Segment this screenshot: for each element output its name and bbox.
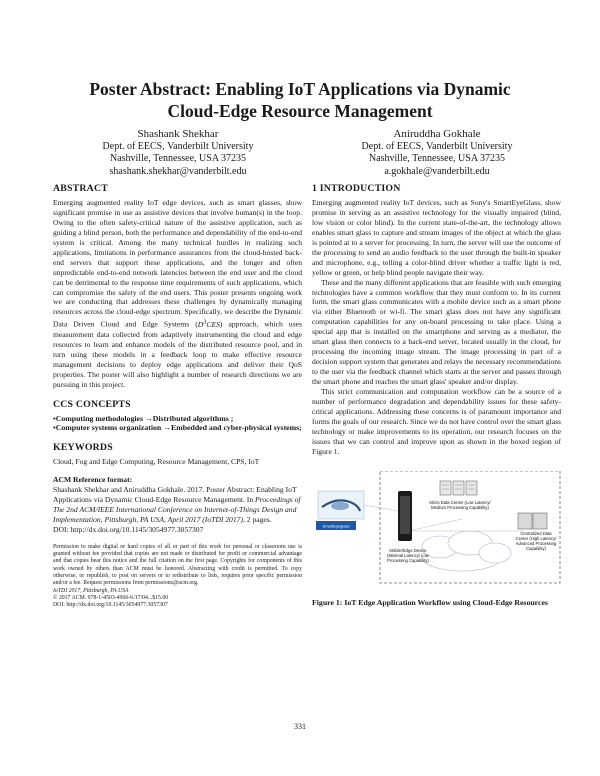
keywords-text: Cloud, Fog and Edge Computing, Resource Management, CPS, IoT xyxy=(53,457,260,467)
permission-block xyxy=(53,544,302,610)
keywords-heading: KEYWORDS xyxy=(53,442,113,454)
edge-label-line-3: Processing Capability) xyxy=(387,557,429,563)
venue-text: IoTDI 2017, Pittsburgh, PA USA xyxy=(53,587,129,594)
acm-reference-proceedings: Proceedings of The 2nd ACM/IEEE International Conference on Internet-of-Things Design and Implementation, Pittsburgh, PA USA, April 2017 (IoTDI 2017), xyxy=(53,494,301,524)
acm-reference-text xyxy=(53,485,302,525)
cdc-label-line-1: Centralized Data xyxy=(520,530,552,536)
server-icon xyxy=(440,481,477,495)
intro-paragraph-1: Emerging augmented reality IoT devices, such as Sony's SmartEyeGlass, show promise in serving as an assistive technology for the visually impaired (blind, low vision or color blind). In the current state-of-the-art, the technology allows enables smart glass to capture and stream images of the object at which the glass is pointed at to a server for processing. In turn, the server will use the outcome of the processing to send an audio feedback to the user through the built-in speaker and microphone, e.g., telling a color-blind driver whether a traffic light is red, yellow or green, or help blind people navigate their way. xyxy=(312,197,561,277)
cdc-label-line-3: Advanced Processing xyxy=(515,540,557,546)
cdc-label-line-4: Capability) xyxy=(526,545,546,551)
permission-text: Permission to make digital or hard copies of all or part of this work for personal or classroom use is granted without fee provided that copies are not made or distributed for profit or commercial advantage and that copies bear this notice and the full citation on the first page. Copyrights for components of this work owned by others than ACM must be honored. Abstracting with credit is permitted. To copy otherwise, or republish, to post on servers or to redistribute to lists, requires prior specific permission and/or a fee. Request permissions from permissions@acm.org. xyxy=(53,543,302,587)
author-location: Nashville, Tennessee, USA 37235 xyxy=(368,153,506,164)
d3ces-d: D xyxy=(197,319,204,329)
page-number: 331 xyxy=(294,722,306,731)
ccs-concept-2: •Computer systems organization →Embedded and cyber-physical systems; xyxy=(53,423,302,433)
d3ces-ces: CES xyxy=(206,319,220,329)
left-column xyxy=(53,184,302,609)
author-email: a.gokhale@vanderbilt.edu xyxy=(384,165,490,177)
edge-label-line-2: (Minimal Latency/ Low xyxy=(387,552,429,558)
permission-doi: DOI: http://dx.doi.org/10.1145/3054977.3057307 xyxy=(53,602,168,609)
d3ces-sup: 3 xyxy=(203,318,207,326)
author-name: Shashank Shekhar xyxy=(137,128,219,140)
permission-venue xyxy=(53,588,302,595)
intro-paragraph-3: This strict communication and computation workflow can be a source of a number of performance degradation and dependability issues for these safety-critical applications. Addressing these concerns is of paramount importance and forms the goals of our research. Since we do not have control over the smart glass technology or make improvements to its operation, our research focuses on the issues that we can control and improve upon as shown in the boxed region of Figure 1. xyxy=(312,387,561,456)
smarteyeglass-label: SmartEyeglass xyxy=(322,523,350,529)
acm-reference-doi: DOI: http://dx.doi.org/10.1145/3054977.3057307 xyxy=(53,524,204,534)
abstract-text xyxy=(53,198,302,390)
edge-to-mdc-link xyxy=(408,519,462,531)
acm-reference-heading: ACM Reference format: xyxy=(53,475,133,485)
right-column xyxy=(312,183,561,607)
ccs-concept-1: •Computing methodologies →Distributed algorithms ; xyxy=(53,413,234,423)
cdc-label-line-2: Center (High Latency/ xyxy=(515,535,557,541)
smart-glass-icon xyxy=(318,491,364,519)
author-name: Aniruddha Gokhale xyxy=(393,128,481,140)
glass-to-phone-link xyxy=(364,505,398,511)
permission-copyright: © 2017 ACM. 978-1-4503-4966-6/17/04...$15.00 xyxy=(53,594,169,601)
abstract-text-part1: Emerging augmented reality IoT edge devices, such as smart glasses, show significant promise in use as assistive devices that involve human(s) in the loop. Owing to the often safety-critical nature of the assistive application, such as guiding a blind person, both the performance and dependability of the end-to-end system is critical. Among the many technical hurdles in realizing such applications, limitations in performance assurances from the cloud-hosted back-end servers that support these applications, and the longer and often unpredictable end-to-end network latencies between the end user and the cloud can be detrimental to the response time requirements of such applications, which can compromise the safety of the end users. This poster presents ongoing work we are conducting that addresses these challenges by dynamically managing resources across the cloud-edge spectrum. Specifically, we describe the Dynamic Data Driven Cloud and Edge Systems ( xyxy=(53,197,302,329)
introduction-heading: 1 INTRODUCTION xyxy=(312,183,401,194)
edge-label-line-1: Mobile/Edge Device xyxy=(389,547,427,553)
title-line-1: Poster Abstract: Enabling IoT Applications via Dynamic xyxy=(89,79,511,99)
data-center-icon xyxy=(518,513,547,529)
author-dept: Dept. of EECS, Vanderbilt University xyxy=(361,140,513,152)
intro-paragraph-2: These and the many different applications that are feasible with such emerging technologies have a common workflow that they must conform to. In its current form, the smart glass communicates with a mobile device such as a smart phone via either Bluetooth or wi-fi. The smart glass does not have any significant computation capabilities for any on-board processing to take place. Using a special app that is installed on the smartphone and serving as a mediator, the smart glass then connects to a back-end server, located usually in the cloud, for processing the incoming image stream. The image processing in part of a decision support system that generates and relays the necessary recommendations to the user via the feedback channel which starts at the server and passes through the smart phone and reaches the smart glass' speaker and/or display. xyxy=(312,277,561,387)
cloud-icon xyxy=(422,531,511,571)
author-location: Nashville, Tennessee, USA 37235 xyxy=(109,153,247,164)
mdc-label-line-2: Medium Processing Capability) xyxy=(431,504,489,510)
author-block-1 xyxy=(53,128,303,178)
author-dept: Dept. of EECS, Vanderbilt University xyxy=(102,140,254,152)
acm-reference-pages: 2 pages. xyxy=(244,514,272,524)
title-line-2: Cloud-Edge Resource Management xyxy=(167,101,433,121)
smartphone-icon xyxy=(398,491,412,541)
abstract-heading: ABSTRACT xyxy=(53,183,108,194)
figure-1 xyxy=(312,471,561,607)
author-email: shashank.shekhar@vanderbilt.edu xyxy=(109,165,247,177)
acm-reference-part1: Shashank Shekhar and Aniruddha Gokhale. 2017. Poster Abstract: Enabling IoT Applications via Dynamic Cloud-Edge Resource Management. In xyxy=(53,485,297,504)
figure-caption: Figure 1: IoT Edge Application Workflow using Cloud-Edge Resources xyxy=(312,597,548,607)
author-block-2 xyxy=(312,128,562,178)
acm-reference xyxy=(53,475,302,535)
ccs-heading: CCS CONCEPTS xyxy=(53,398,131,410)
paper-title xyxy=(40,78,560,122)
workflow-diagram xyxy=(312,471,561,593)
abstract-text-part2: ) approach, which uses measurement data collected from adaptively instrumenting the cloud and edge resources to learn and enhance models of the distributed resource pool, and in turn using these models in a feedback loop to make effective resource management decisions to deploy edge applications and deliver their QoS properties. The poster will also highlight a number of research directions we are pursuing in this project. xyxy=(53,319,302,389)
mdc-label-line-1: Micro Data Center (Low Latency/ xyxy=(429,499,491,505)
